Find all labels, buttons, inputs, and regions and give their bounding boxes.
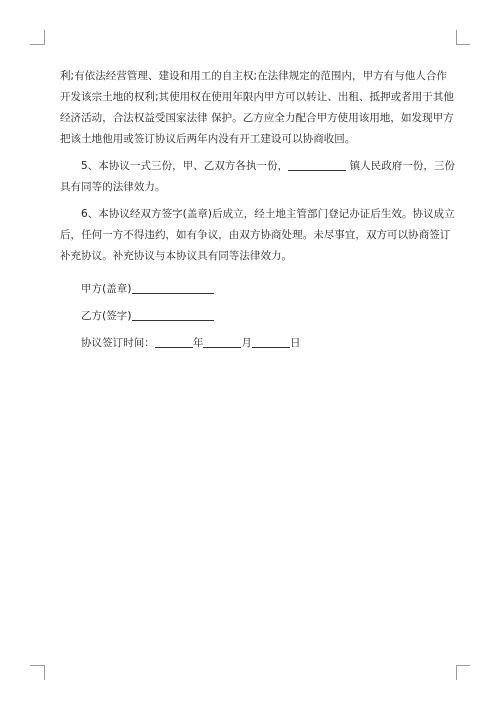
clause-6 [60,204,455,267]
day-label: 日 [289,337,301,349]
party-a-label: 甲方(盖章) [81,283,132,295]
party-b-signature-line [60,306,445,327]
clause-5 [60,156,456,198]
month-label: 月 [241,337,252,349]
text-line: 后，任何一方不得违约，如有争议，由双方协商处理。未尽事宜，双方可以协商签订 [60,229,451,241]
year-blank[interactable] [155,335,193,348]
text-line: 经济活动，合法权益受国家法律 保护。乙方应全力配合甲方使用该用地，如发现甲方 [60,112,454,124]
paragraph-continuation [60,66,454,150]
text-line: 补充协议。补充协议与本协议具有同等法律效力。 [60,250,293,262]
party-a-signature-line [60,279,445,300]
text-line: 6、本协议经双方签字(盖章)后成立，经土地主管部门登记办证后生效。协议成立 [81,208,455,220]
party-b-blank[interactable] [132,308,214,321]
text-line: 具有同等的法律效力。 [60,181,166,193]
text-line: 把该土地他用或签订协议后两年内没有开工建设可以协商收回。 [60,133,356,145]
text-line: 利;有依法经营管理、建设和用工的自主权;在法律规定的范围内，甲方有与他人合作 [60,70,447,82]
document-body [60,66,456,354]
day-blank[interactable] [252,335,290,348]
party-a-blank[interactable] [132,281,214,294]
text-line [60,156,456,177]
fill-in-blank[interactable] [288,158,346,171]
month-blank[interactable] [203,335,241,348]
signing-date-line [60,333,445,354]
party-b-label: 乙方(签字) [81,310,132,322]
date-label: 协议签订时间： [81,337,155,349]
year-label: 年 [192,337,204,349]
clause-5-text-after: 镇人民政府一份，三份 [346,160,456,172]
text-line: 开发该宗土地的权利;其使用权在使用年限内甲方可以转让、出租、抵押或者用于其他 [60,91,454,103]
signature-block [60,279,445,354]
clause-5-text-before: 5、本协议一式三份，甲、乙双方各执一份， [81,160,289,172]
